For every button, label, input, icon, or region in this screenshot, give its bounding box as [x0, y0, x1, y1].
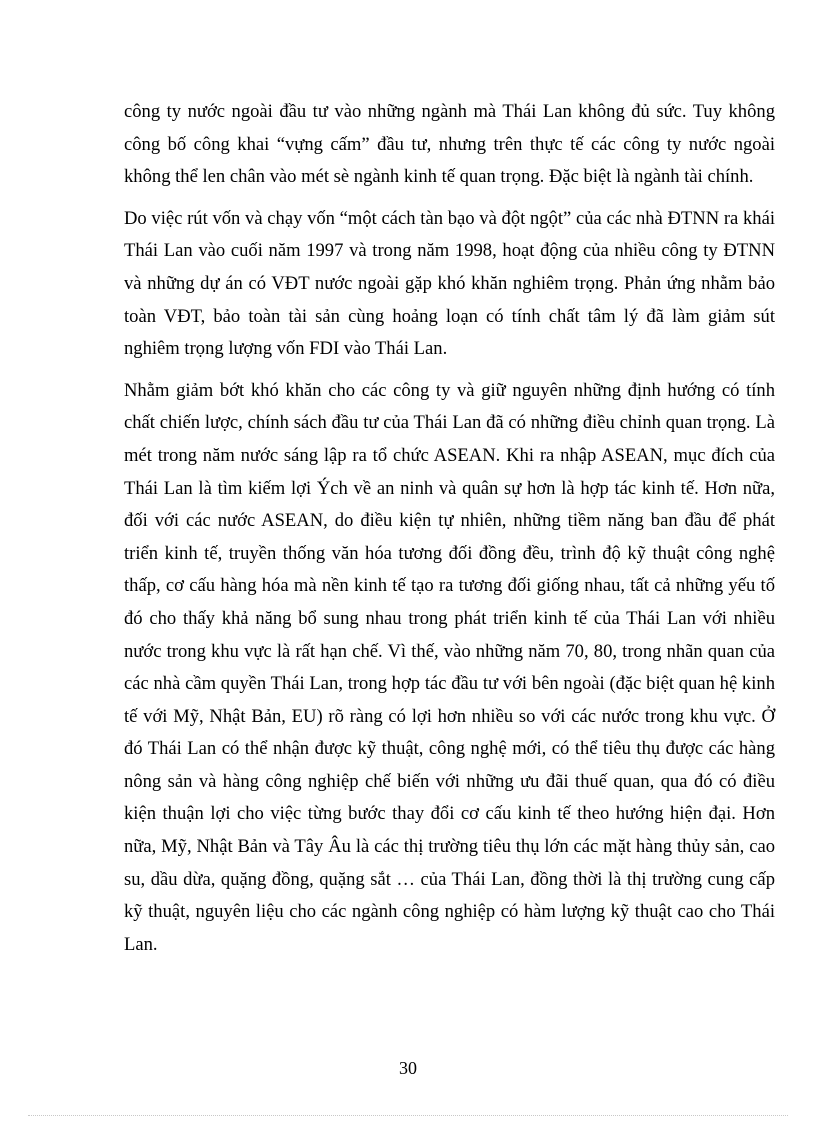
- page-number: 30: [399, 1058, 417, 1078]
- paragraph-1: công ty nước ngoài đầu tư vào những ngành mà Thái Lan không đủ sức. Tuy không công bố công khai “vựng cấm” đầu tư, nhưng trên thực tế các công ty nước ngoài không thể len chân vào mét sè ngành kinh tế quan trọng. Đặc biệt là ngành tài chính.: [124, 101, 775, 188]
- footer-divider: [28, 1115, 788, 1116]
- paragraph-2: Do việc rút vốn và chạy vốn “một cách tàn bạo và đột ngột” của các nhà ĐTNN ra khái Thái Lan vào cuối năm 1997 và trong năm 1998, hoạt động của nhiều công ty ĐTNN và những dự án có VĐT nước ngoài gặp khó khăn nghiêm trọng. Phản ứng nhằm bảo toàn VĐT, bảo toàn tài sản cùng hoảng loạn có tính chất tâm lý đã làm giảm sút nghiêm trọng lượng vốn FDI vào Thái Lan.: [124, 207, 775, 360]
- body-text: [124, 96, 775, 970]
- paragraph-3: Nhằm giảm bớt khó khăn cho các công ty và giữ nguyên những định hướng có tính chất chiến lược, chính sách đầu tư của Thái Lan đã có những điều chỉnh quan trọng. Là mét trong năm nước sáng lập ra tổ chức ASEAN. Khi ra nhập ASEAN, mục đích của Thái Lan là tìm kiếm lợi Ých về an ninh và quân sự hơn là hợp tác kinh tế. Hơn nữa, đối với các nước ASEAN, do điều kiện tự nhiên, những tiềm năng ban đầu để phát triển kinh tế, truyền thống văn hóa tương đối đồng đều, trình độ kỹ thuật công nghệ thấp, cơ cấu hàng hóa mà nền kinh tế tạo ra tương đối giống nhau, tất cả những yếu tố đó cho thấy khả năng bổ sung nhau trong phát triển kinh tế của Thái Lan với nhiều nước trong khu vực là rất hạn chế. Vì thế, vào những năm 70, 80, trong nhãn quan của các nhà cầm quyền Thái Lan, trong hợp tác đầu tư với bên ngoài (đặc biệt quan hệ kinh tế với Mỹ, Nhật Bản, EU) rõ ràng có lợi hơn nhiều so với các nước trong khu vực. Ở đó Thái Lan có thể nhận được kỹ thuật, công nghệ mới, có thể tiêu thụ được các hàng nông sản và hàng công nghiệp chế biến với những ưu đãi thuế quan, qua đó có điều kiện thuận lợi cho việc từng bước thay đổi cơ cấu kinh tế theo hướng hiện đại. Hơn nữa, Mỹ, Nhật Bản và Tây Âu là các thị trường tiêu thụ lớn các mặt hàng thủy sản, cao su, dầu dừa, quặng đồng, quặng sắt … của Thái Lan, đồng thời là thị trường cung cấp kỹ thuật, nguyên liệu cho các ngành công nghiệp có hàm lượng kỹ thuật cao cho Thái Lan.: [124, 379, 775, 955]
